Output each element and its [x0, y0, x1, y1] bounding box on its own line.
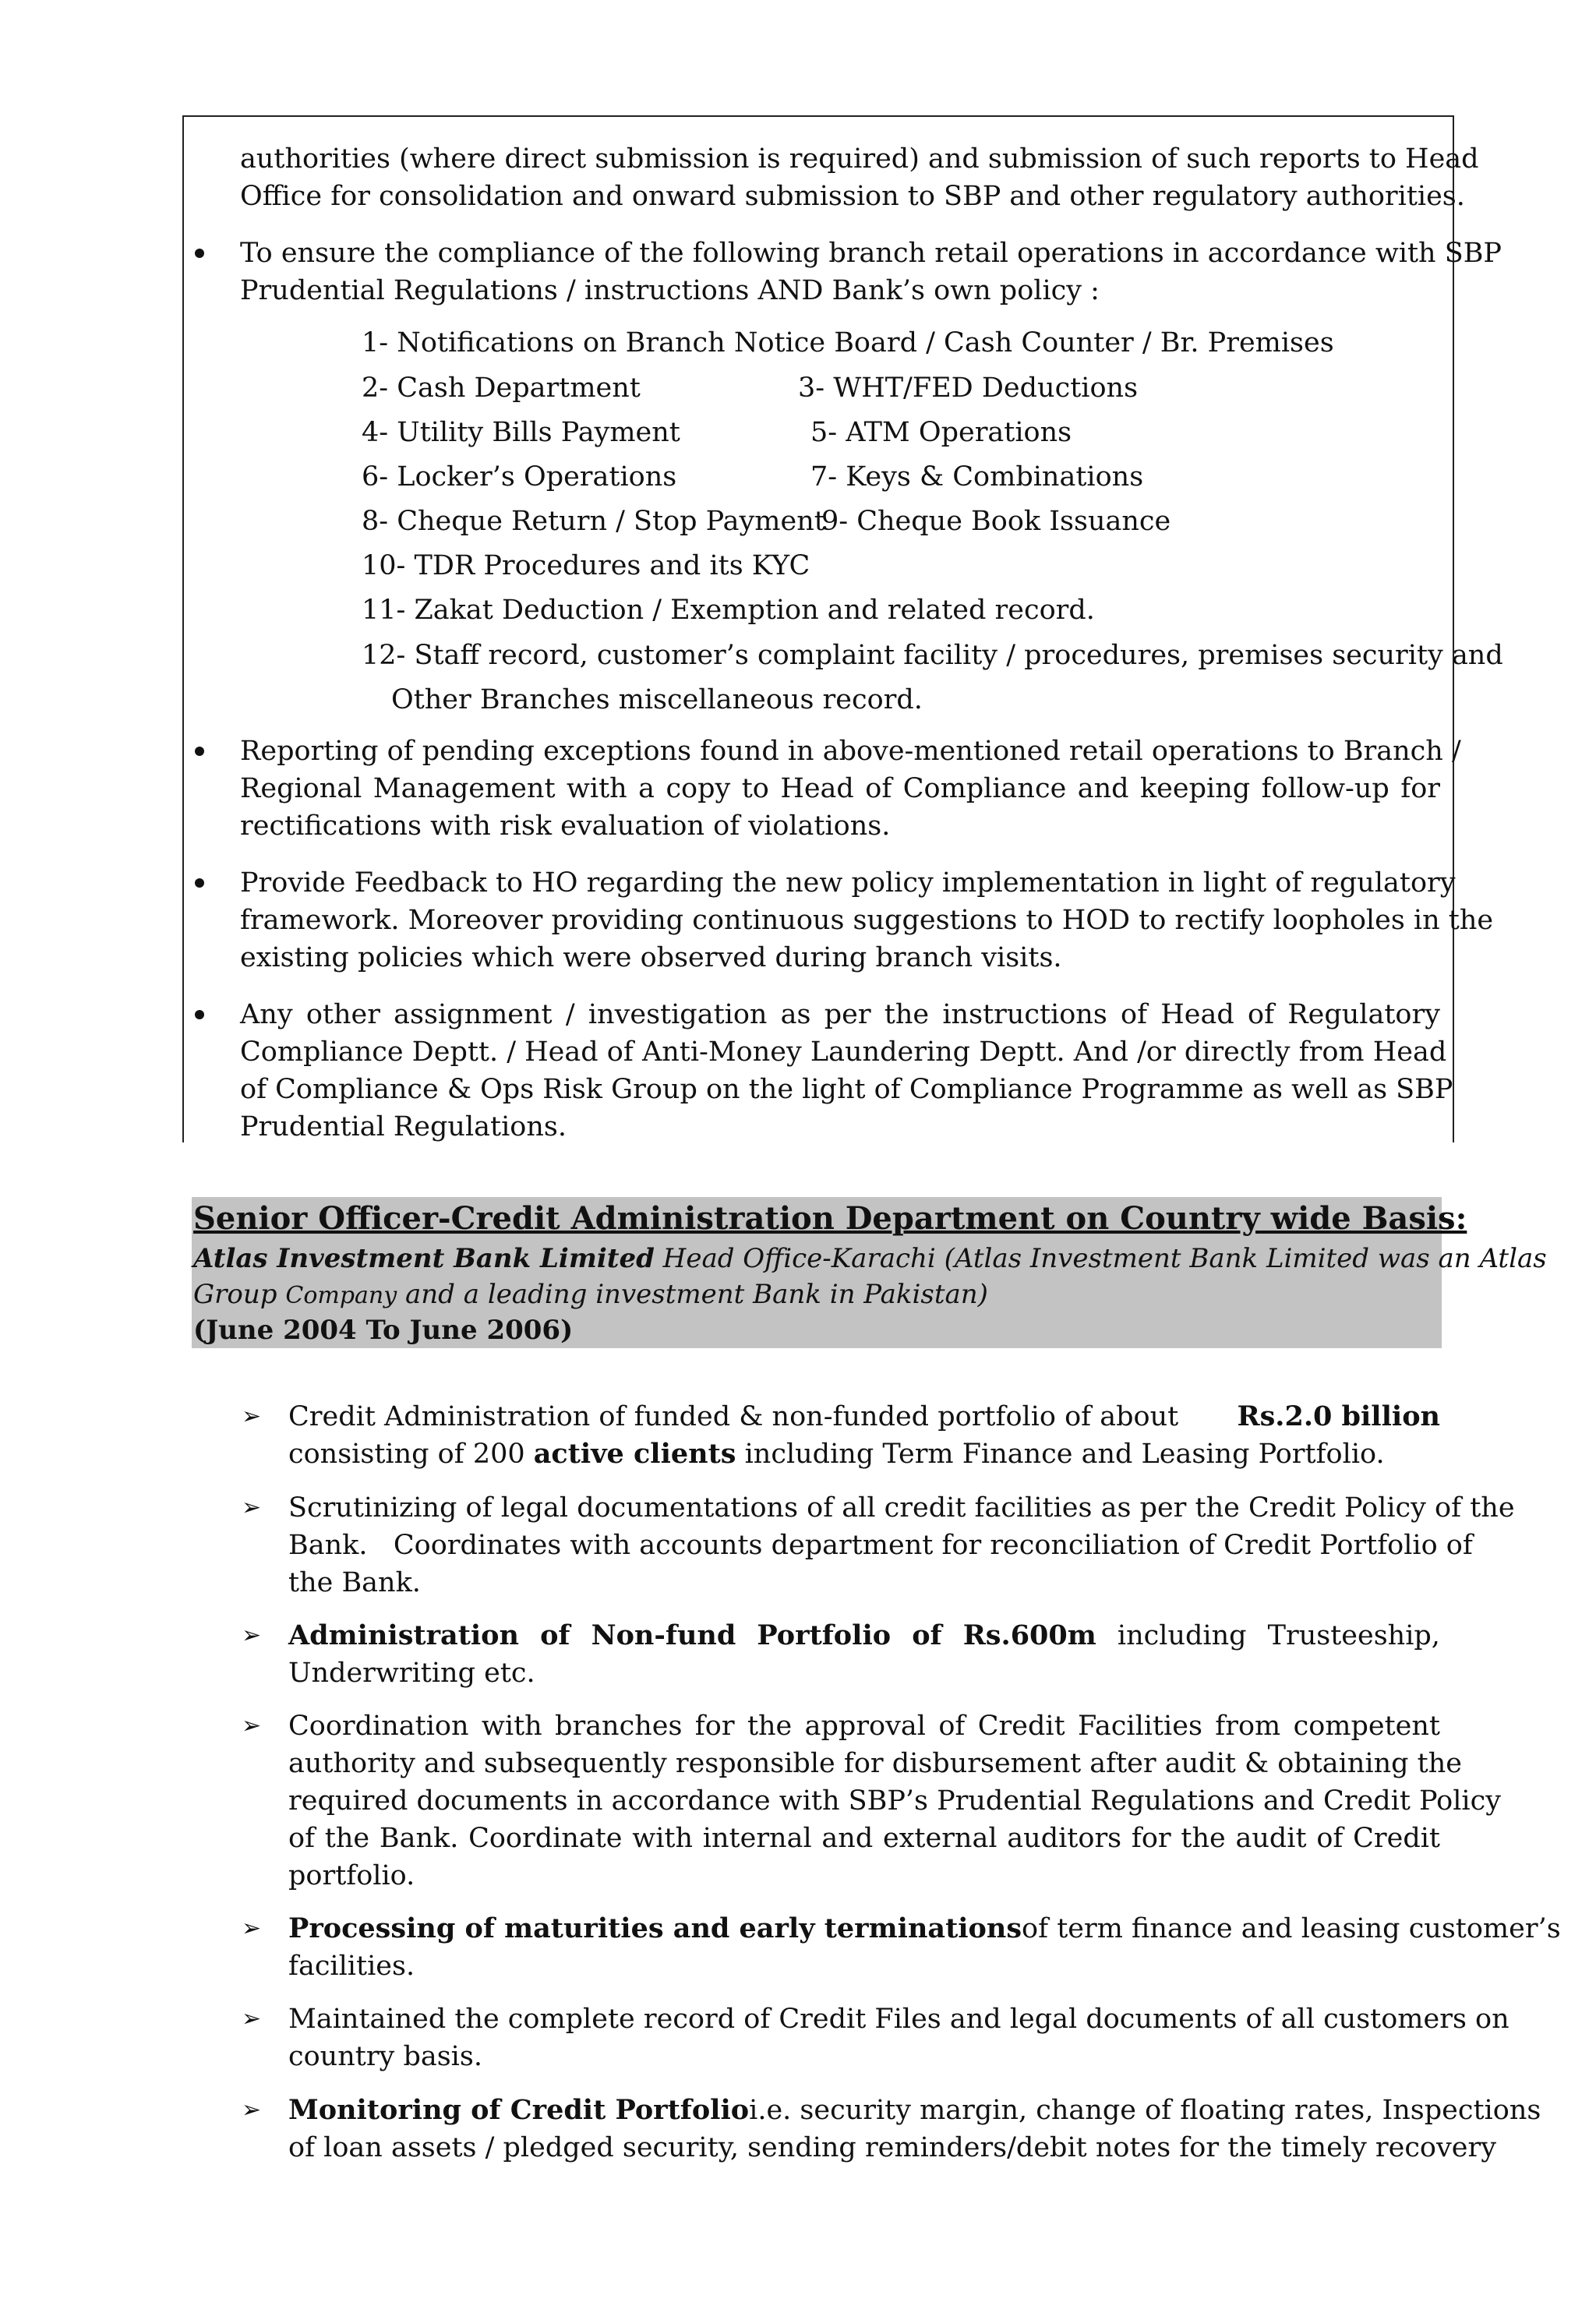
duty6-line-1: Maintained the complete record of Credit Files and legal documents of all customers on	[288, 2004, 1509, 2035]
bullet-dot	[195, 1010, 204, 1019]
duty3-word-7: including	[1117, 1620, 1247, 1651]
ops-item-4: 4- Utility Bills Payment	[362, 417, 680, 448]
duty1-line-2	[288, 1435, 1385, 1473]
duty1-amount: Rs.2.0 billion	[1237, 1400, 1440, 1432]
ops-item-11: 11- Zakat Deduction / Exemption and related record.	[362, 595, 1095, 626]
bullet4-line-1: Any other assignment / investigation as per the instructions of Head of Regulatory	[240, 999, 1440, 1030]
duty3-word-4: Portfolio	[757, 1619, 892, 1651]
employer-note-line	[193, 1277, 988, 1314]
duty3-word-1: Administration	[288, 1619, 519, 1651]
employer-note-2c: and a leading investment Bank in Pakistan)	[397, 1279, 988, 1310]
ops-item-7: 7- Keys & Combinations	[810, 461, 1144, 493]
bullet1-line-2: Prudential Regulations / instructions AND Bank’s own policy :	[240, 275, 1100, 306]
ops-item-3: 3- WHT/FED Deductions	[798, 373, 1139, 404]
ops-item-5: 5- ATM Operations	[810, 417, 1072, 448]
duty6-line-2: country basis.	[288, 2041, 482, 2072]
ops-item-1: 1- Notifications on Branch Notice Board / Cash Counter / Br. Premises	[362, 327, 1334, 358]
continuation-line-1: authorities (where direct submission is required) and submission of such reports to Head	[240, 143, 1479, 175]
employer-note-1: Atlas Investment Bank Limited was an Atlas	[954, 1243, 1547, 1274]
duty1-text-b: consisting of 200	[288, 1439, 534, 1470]
duty2-line-1: Scrutinizing of legal documentations of all credit facilities as per the Credit Policy of the	[288, 1492, 1515, 1524]
ops-item-10: 10- TDR Procedures and its KYC	[362, 550, 810, 581]
bullet2-line-2: Regional Management with a copy to Head of Compliance and keeping follow-up for	[240, 773, 1440, 804]
employer-note-2a: Group	[193, 1279, 286, 1310]
duty2-line-2: Bank. Coordinates with accounts department for reconciliation of Credit Portfolio of	[288, 1530, 1473, 1561]
duty3-word-3: Non-fund	[591, 1619, 736, 1651]
duty4-line-1: Coordination with branches for the approval of Credit Facilities from competent	[288, 1711, 1440, 1742]
duty7-bold: Monitoring of Credit Portfolio	[288, 2094, 750, 2126]
duty3-word-6: Rs.600m	[962, 1619, 1096, 1651]
bullet3-line-2: framework. Moreover providing continuous suggestions to HOD to rectify loopholes in the	[240, 905, 1494, 936]
duty3-line-1	[288, 1617, 1440, 1654]
continuation-line-2: Office for consolidation and onward submission to SBP and other regulatory authorities.	[240, 181, 1465, 212]
employer-note-2b: Company	[285, 1282, 397, 1309]
duty1-line-1	[288, 1398, 1440, 1435]
duty3-word-5: of	[912, 1619, 942, 1651]
ops-item-2: 2- Cash Department	[362, 373, 641, 404]
duty5-rest: of term finance and leasing customer’s	[1022, 1913, 1561, 1944]
bullet-dot	[195, 249, 204, 258]
ops-item-8: 8- Cheque Return / Stop Payment	[362, 506, 825, 537]
duty7-rest: i.e. security margin, change of floating rates, Inspections	[749, 2095, 1541, 2126]
employer-location: Head Office-Karachi (	[654, 1243, 955, 1274]
employer-line	[193, 1241, 1547, 1277]
arrow-bullet-icon: ➢	[242, 2096, 262, 2124]
bullet3-line-1: Provide Feedback to HO regarding the new policy implementation in light of regulatory	[240, 867, 1456, 899]
arrow-bullet-icon: ➢	[242, 1915, 262, 1942]
arrow-bullet-icon: ➢	[242, 2005, 262, 2032]
arrow-bullet-icon: ➢	[242, 1622, 262, 1649]
arrow-bullet-icon: ➢	[242, 1403, 262, 1430]
bullet2-line-1: Reporting of pending exceptions found in above-mentioned retail operations to Branch /	[240, 736, 1461, 767]
duty5-bold: Processing of maturities and early terminations	[288, 1912, 1022, 1944]
ops-item-9: 9- Cheque Book Issuance	[821, 506, 1171, 537]
ops-item-6: 6- Locker’s Operations	[362, 461, 677, 493]
bullet4-line-4: Prudential Regulations.	[240, 1111, 567, 1142]
duty3-word-2: of	[540, 1619, 570, 1651]
duty4-line-5: portfolio.	[288, 1860, 415, 1891]
duty1-text-a: Credit Administration of funded & non-funded portfolio of about	[288, 1401, 1179, 1432]
duty7-line-2: of loan assets / pledged security, sending reminders/debit notes for the timely recovery	[288, 2132, 1496, 2163]
duty2-line-3: the Bank.	[288, 1567, 421, 1598]
job-title: Senior Officer-Credit Administration Department on Country wide Basis:	[193, 1200, 1467, 1237]
ops-item-12: 12- Staff record, customer’s complaint facility / procedures, premises security and	[362, 640, 1503, 671]
duty1-clients: active clients	[533, 1438, 736, 1470]
bullet3-line-3: existing policies which were observed during branch visits.	[240, 942, 1062, 973]
duty1-text-c: including Term Finance and Leasing Portfolio.	[736, 1439, 1385, 1470]
bullet2-line-3: rectifications with risk evaluation of violations.	[240, 810, 891, 842]
duty4-line-2: authority and subsequently responsible for disbursement after audit & obtaining the	[288, 1748, 1462, 1779]
bullet4-line-2: Compliance Deptt. / Head of Anti-Money Laundering Deptt. And /or directly from Head	[240, 1036, 1447, 1068]
arrow-bullet-icon: ➢	[242, 1494, 262, 1521]
duty7-line-1	[288, 2092, 1541, 2129]
bullet-dot	[195, 747, 204, 756]
duty5-line-2: facilities.	[288, 1951, 415, 1982]
duty3-word-8: Trusteeship,	[1267, 1620, 1440, 1651]
employment-period: (June 2004 To June 2006)	[193, 1315, 574, 1346]
ops-item-12-cont: Other Branches miscellaneous record.	[391, 684, 923, 715]
employer-name: Atlas Investment Bank Limited	[193, 1243, 655, 1274]
duty4-line-3: required documents in accordance with SBP’s Prudential Regulations and Credit Policy	[288, 1785, 1501, 1817]
bullet4-line-3: of Compliance & Ops Risk Group on the light of Compliance Programme as well as SBP	[240, 1074, 1453, 1105]
duty3-line-2: Underwriting etc.	[288, 1658, 535, 1689]
arrow-bullet-icon: ➢	[242, 1712, 262, 1739]
duty4-line-4: of the Bank. Coordinate with internal and external auditors for the audit of Credit	[288, 1823, 1440, 1854]
bullet-dot	[195, 878, 204, 888]
bullet1-line-1: To ensure the compliance of the following branch retail operations in accordance with SBP	[240, 238, 1502, 269]
duty5-line-1	[288, 1910, 1561, 1947]
